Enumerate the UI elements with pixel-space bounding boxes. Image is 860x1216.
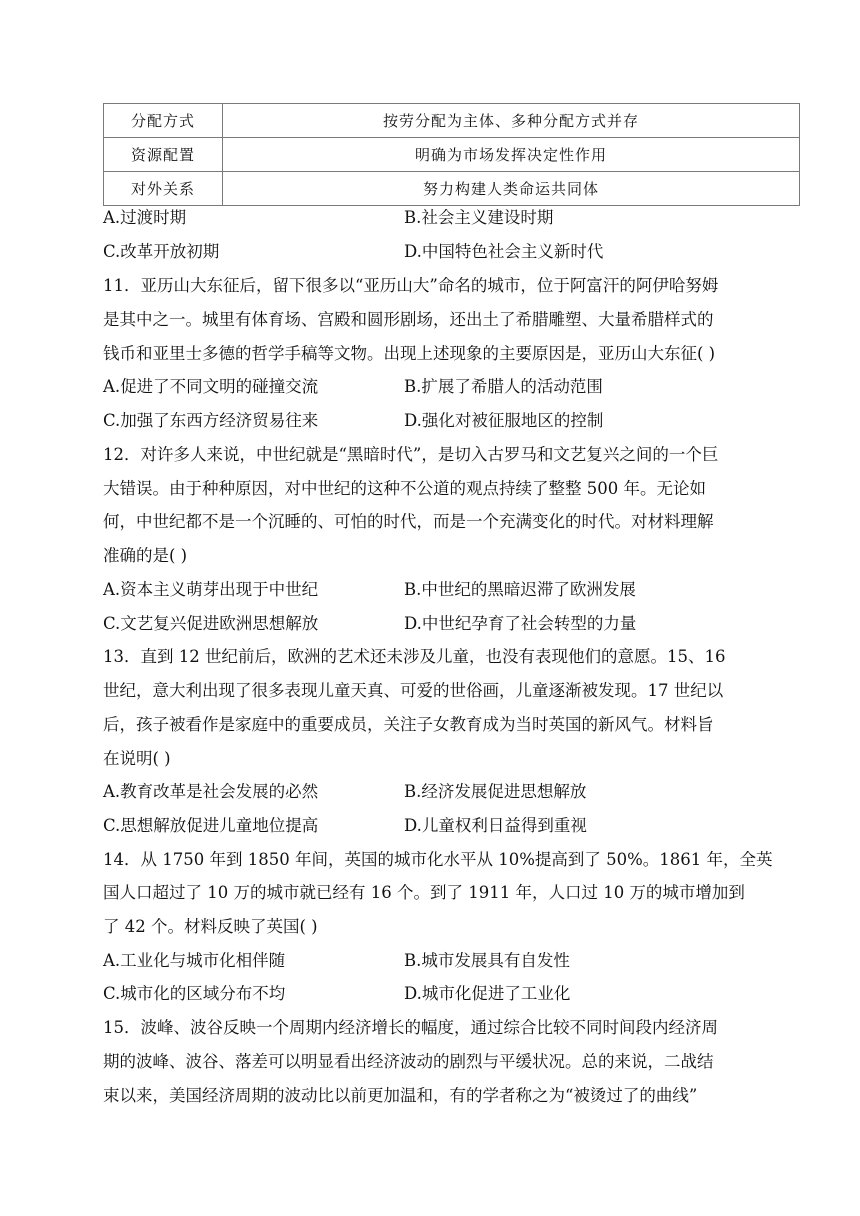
q10-option-c: C.改革开放初期	[103, 242, 220, 261]
q11-option-c: C.加强了东西方经济贸易往来	[103, 411, 319, 430]
q11-stem-line: 钱币和亚里士多德的哲学手稿等文物。出现上述现象的主要原因是，亚历山大东征( )	[103, 344, 716, 363]
q14-stem-line: 了 42 个。材料反映了英国( )	[103, 917, 318, 936]
q12-option-d: D.中世纪孕育了社会转型的力量	[404, 614, 637, 633]
q13-stem-line: 在说明( )	[103, 749, 171, 768]
q12-option-a: A.资本主义萌芽出现于中世纪	[103, 580, 319, 599]
q14-option-d: D.城市化促进了工业化	[404, 984, 571, 1003]
q12-stem-line: 12．对许多人来说，中世纪就是“黑暗时代”，是切入古罗马和文艺复兴之间的一个巨	[103, 445, 719, 464]
q15-stem-line: 束以来，美国经济周期的波动比以前更加温和，有的学者称之为“被烫过了的曲线”	[103, 1086, 698, 1105]
q10-option-b: B.社会主义建设时期	[404, 208, 554, 227]
q13-stem-line: 后，孩子被看作是家庭中的重要成员，关注子女教育成为当时英国的新风气。材料旨	[103, 715, 714, 734]
table-row	[104, 172, 800, 206]
q14-stem-line: 国人口超过了 10 万的城市就已经有 16 个。到了 1911 年，人口过 10 万的城市增加到	[103, 883, 745, 902]
table-row	[104, 104, 800, 138]
q13-option-c: C.思想解放促进儿童地位提高	[103, 816, 319, 835]
table-cell-label: 分配方式	[104, 104, 223, 138]
q12-option-b: B.中世纪的黑暗迟滞了欧洲发展	[404, 580, 636, 599]
q11-option-b: B.扩展了希腊人的活动范围	[404, 377, 603, 396]
q11-option-d: D.强化对被征服地区的控制	[404, 411, 604, 430]
q12-option-c: C.文艺复兴促进欧洲思想解放	[103, 614, 319, 633]
q13-stem-line: 世纪，意大利出现了很多表现儿童天真、可爱的世俗画，儿童逐渐被发现。17 世纪以	[103, 681, 724, 700]
table-cell-value: 努力构建人类命运共同体	[223, 172, 800, 206]
q12-stem-line: 大错误。由于种种原因，对中世纪的这种不公道的观点持续了整整 500 年。无论如	[103, 479, 706, 498]
q13-option-a: A.教育改革是社会发展的必然	[103, 782, 319, 801]
q12-stem-line: 何，中世纪都不是一个沉睡的、可怕的时代，而是一个充满变化的时代。对材料理解	[103, 512, 714, 531]
q11-stem-line: 11．亚历山大东征后，留下很多以“亚历山大”命名的城市，位于阿富汗的阿伊哈努姆	[103, 276, 719, 295]
q14-option-b: B.城市发展具有自发性	[404, 951, 570, 970]
q12-stem-line: 准确的是( )	[103, 546, 188, 565]
q13-stem-line: 13．直到 12 世纪前后，欧洲的艺术还未涉及儿童，也没有表现他们的意愿。15、16	[103, 647, 726, 666]
q11-stem-line: 是其中之一。城里有体育场、宫殿和圆形剧场，还出土了希腊雕塑、大量希腊样式的	[103, 310, 714, 329]
q13-option-d: D.儿童权利日益得到重视	[404, 816, 587, 835]
q10-option-a: A.过渡时期	[103, 208, 187, 227]
q13-option-b: B.经济发展促进思想解放	[404, 782, 587, 801]
table-cell-label: 资源配置	[104, 138, 223, 172]
table-row	[104, 138, 800, 172]
q15-stem-line: 15．波峰、波谷反映一个周期内经济增长的幅度，通过综合比较不同时间段内经济周	[103, 1018, 718, 1037]
q14-option-c: C.城市化的区域分布不均	[103, 984, 286, 1003]
q14-stem-line: 14．从 1750 年到 1850 年间，英国的城市化水平从 10%提高到了 50%。1861 年，全英	[103, 850, 773, 869]
policy-table	[103, 103, 800, 206]
table-cell-value: 明确为市场发挥决定性作用	[223, 138, 800, 172]
table-cell-value: 按劳分配为主体、多种分配方式并存	[223, 104, 800, 138]
q10-option-d: D.中国特色社会主义新时代	[404, 242, 604, 261]
table-cell-label: 对外关系	[104, 172, 223, 206]
q14-option-a: A.工业化与城市化相伴随	[103, 951, 286, 970]
q15-stem-line: 期的波峰、波谷、落差可以明显看出经济波动的剧烈与平缓状况。总的来说，二战结	[103, 1052, 714, 1071]
q11-option-a: A.促进了不同文明的碰撞交流	[103, 377, 319, 396]
